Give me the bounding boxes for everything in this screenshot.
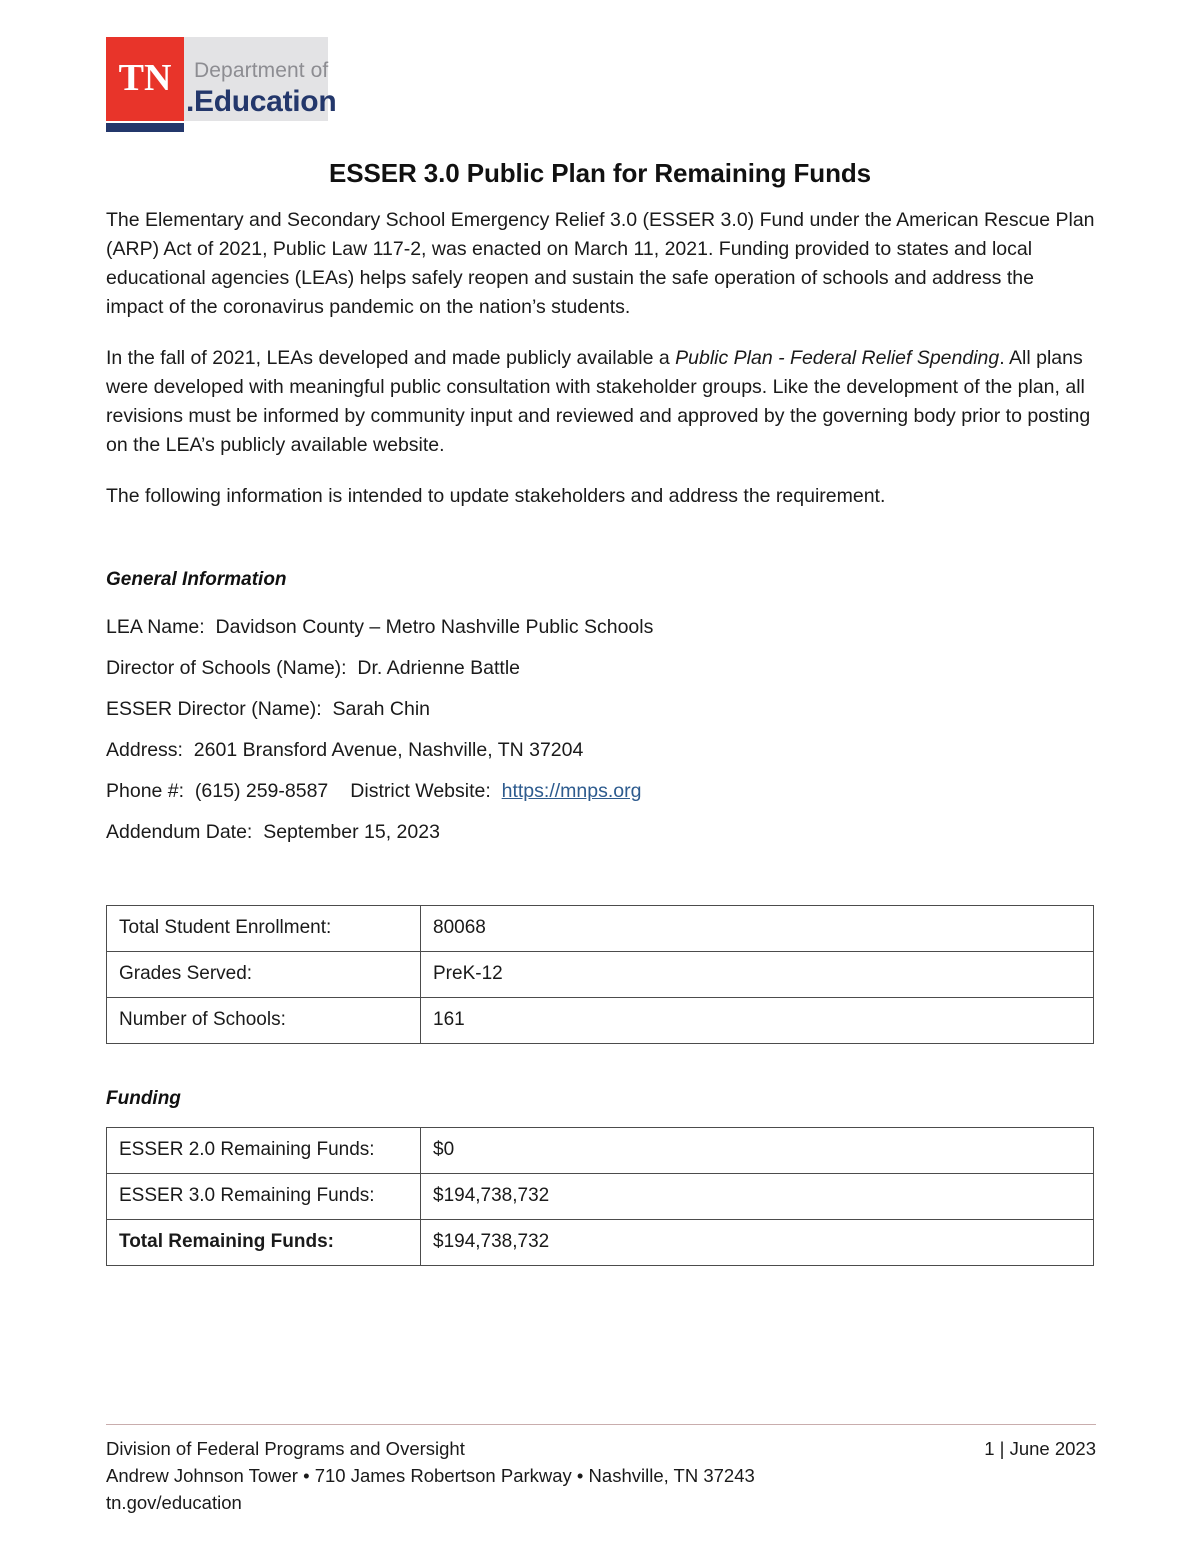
addendum-date-label: Addendum Date: <box>106 821 253 843</box>
intro-paragraph-2 <box>106 344 1096 460</box>
footer-street-address: Andrew Johnson Tower • 710 James Robertson Parkway • Nashville, TN 37243 <box>106 1465 755 1486</box>
enrollment-table <box>106 905 1094 1044</box>
address-label: Address: <box>106 739 183 761</box>
address-line <box>106 730 1096 771</box>
logo-navy-bar <box>106 123 184 132</box>
esser-3-remaining-funds-value: $194,738,732 <box>421 1174 1094 1220</box>
logo-education-text: .Education <box>186 85 337 118</box>
esser-director-line <box>106 689 1096 730</box>
addendum-date-value: September 15, 2023 <box>263 821 440 843</box>
director-of-schools-value: Dr. Adrienne Battle <box>357 657 521 679</box>
footer-row <box>106 1435 1096 1516</box>
district-website-label: District Website: <box>350 780 491 802</box>
footer-page-number: 1 | June 2023 <box>984 1438 1096 1459</box>
total-remaining-funds-value: $194,738,732 <box>421 1220 1094 1266</box>
district-website-link[interactable]: https://mnps.org <box>501 780 642 802</box>
esser-2-remaining-funds-label: ESSER 2.0 Remaining Funds: <box>107 1128 421 1174</box>
esser-3-remaining-funds-label: ESSER 3.0 Remaining Funds: <box>107 1174 421 1220</box>
public-plan-title-italic: Public Plan - Federal Relief Spending <box>675 347 1000 369</box>
total-remaining-funds-label: Total Remaining Funds: <box>107 1220 421 1266</box>
esser-director-label: ESSER Director (Name): <box>106 698 322 720</box>
table-row <box>107 998 1094 1044</box>
tn-department-of-education-logo <box>106 37 337 137</box>
table-row <box>107 952 1094 998</box>
addendum-date-line <box>106 812 1096 853</box>
esser-director-value: Sarah Chin <box>332 698 431 720</box>
director-of-schools-line <box>106 648 1096 689</box>
phone-and-website-line <box>106 771 1096 812</box>
intro-paragraph-1: The Elementary and Secondary School Emergency Relief 3.0 (ESSER 3.0) Fund under the American Rescue Plan (ARP) Act of 2021, Public Law 117-2, was enacted on March 11, 2021. Funding provided to states and local educational agencies (LEAs) helps safely reopen and sustain the safe operation of schools and address the impact of the coronavirus pandemic on the nation’s students. <box>106 209 1095 318</box>
lea-name-line <box>106 607 1096 648</box>
director-of-schools-label: Director of Schools (Name): <box>106 657 347 679</box>
footer-division-name: Division of Federal Programs and Oversight <box>106 1438 465 1459</box>
esser-2-remaining-funds-value: $0 <box>421 1128 1094 1174</box>
grades-served-value: PreK-12 <box>421 952 1094 998</box>
table-row <box>107 906 1094 952</box>
paragraph-2-part-1: In the fall of 2021, LEAs developed and made publicly available a <box>106 347 676 369</box>
number-of-schools-value: 161 <box>421 998 1094 1044</box>
page-footer <box>106 1424 1096 1516</box>
page-title: ESSER 3.0 Public Plan for Remaining Funds <box>328 158 871 188</box>
lea-name-value: Davidson County – Metro Nashville Public Schools <box>215 616 654 638</box>
intro-paragraph-3: The following information is intended to update stakeholders and address the requirement. <box>106 485 886 507</box>
total-student-enrollment-value: 80068 <box>421 906 1094 952</box>
general-information-heading: General Information <box>106 569 287 590</box>
phone-value: (615) 259-8587 <box>194 780 329 802</box>
footer-address-block <box>106 1435 755 1516</box>
phone-label: Phone #: <box>106 780 185 802</box>
total-student-enrollment-label: Total Student Enrollment: <box>107 906 421 952</box>
footer-website: tn.gov/education <box>106 1492 242 1513</box>
footer-divider <box>106 1424 1096 1425</box>
number-of-schools-label: Number of Schools: <box>107 998 421 1044</box>
funding-heading: Funding <box>106 1088 181 1109</box>
logo-department-text: Department of <box>194 59 329 82</box>
logo-state-abbreviation: TN <box>118 57 172 99</box>
table-row <box>107 1220 1094 1266</box>
table-row <box>107 1174 1094 1220</box>
document-body <box>106 206 1096 1266</box>
funding-table <box>106 1127 1094 1266</box>
address-value: 2601 Bransford Avenue, Nashville, TN 37204 <box>193 739 584 761</box>
grades-served-label: Grades Served: <box>107 952 421 998</box>
lea-name-label: LEA Name: <box>106 616 205 638</box>
table-row <box>107 1128 1094 1174</box>
paragraph-2-part-2: . All plans were developed with meaningful public consultation with stakeholder groups. Like the development of the plan, all revisions must be informed by community input and reviewed and approved by the governing body prior to posting on the LEA’s publicly available website. <box>106 347 1091 456</box>
